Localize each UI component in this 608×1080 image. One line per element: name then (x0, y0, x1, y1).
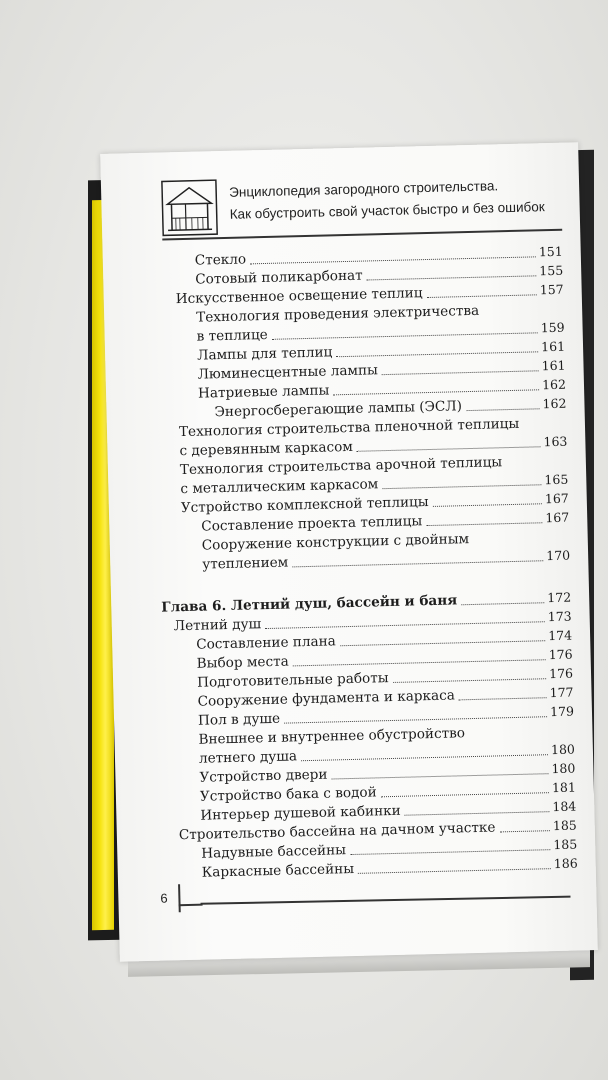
toc-entry: летнего душа 180 (198, 741, 576, 767)
gazebo-icon (161, 179, 218, 236)
toc-entry: Искусственное освещение теплиц 157 (175, 281, 564, 308)
toc-entry: Выбор места 176 (196, 646, 573, 672)
toc-entry: Каркасные бассейны 186 (201, 855, 578, 881)
footer-divider-corner (179, 904, 203, 906)
toc-entry: Люминесцентные лампы 161 (197, 357, 566, 383)
toc-entry: Устройство бака с водой 181 (199, 779, 576, 805)
toc-entry: Составление плана 174 (196, 627, 573, 653)
book-title-line1: Энциклопедия загородного строительства. (228, 178, 499, 200)
toc-entry: Лампы для теплиц 161 (196, 338, 566, 364)
toc-entry: Летний душ 173 (173, 608, 572, 635)
toc-entry: в теплице 159 (196, 319, 565, 345)
toc-entry: Устройство комплексной теплицы 167 (180, 490, 569, 517)
toc-entry: с металлическим каркасом 165 (180, 471, 569, 498)
toc-chapter-heading: Глава 6. Летний душ, бассейн и баня 172 (161, 589, 572, 616)
book-page (100, 142, 598, 961)
toc-entry-line: Технология проведения электричества (196, 302, 480, 326)
toc-entry: утеплением 170 (202, 547, 571, 573)
table-of-contents (153, 243, 578, 881)
toc-entry: Энергосберегающие лампы (ЭСЛ) 162 (214, 395, 567, 421)
footer-divider (201, 896, 571, 905)
toc-entry: Строительство бассейна на дачном участке 185 (178, 817, 577, 844)
toc-entry: Устройство двери 180 (199, 760, 576, 786)
toc-entry: Пол в душе 179 (197, 703, 575, 729)
page-number: 6 (160, 890, 168, 906)
toc-entry: Сотовый поликарбонат 155 (195, 262, 564, 288)
toc-entry: Интерьер душевой кабинки 184 (200, 798, 577, 824)
toc-entry-line: Технология строительства пленочной теплицы (178, 415, 520, 441)
footer-divider-vertical (178, 884, 180, 912)
toc-entry: Натриевые лампы 162 (197, 376, 567, 402)
toc-entry: Надувные бассейны 185 (201, 836, 578, 862)
book-title-line2: Как обустроить свой участок быстро и без ошибок (229, 199, 545, 222)
toc-entry: Составление проекта теплицы 167 (201, 509, 570, 535)
toc-entry-line: Внешнее и внутреннее обустройство (198, 725, 466, 748)
toc-entry: Подготовительные работы 176 (196, 665, 574, 691)
toc-entry: Сооружение фундамента и каркаса 177 (197, 684, 574, 710)
toc-entry-line: Технология строительства арочной теплицы (179, 454, 503, 479)
toc-entry-line: Сооружение конструкции с двойным (201, 531, 470, 554)
toc-entry: Стекло 151 (194, 243, 563, 269)
toc-entry: с деревянным каркасом 163 (179, 433, 568, 460)
